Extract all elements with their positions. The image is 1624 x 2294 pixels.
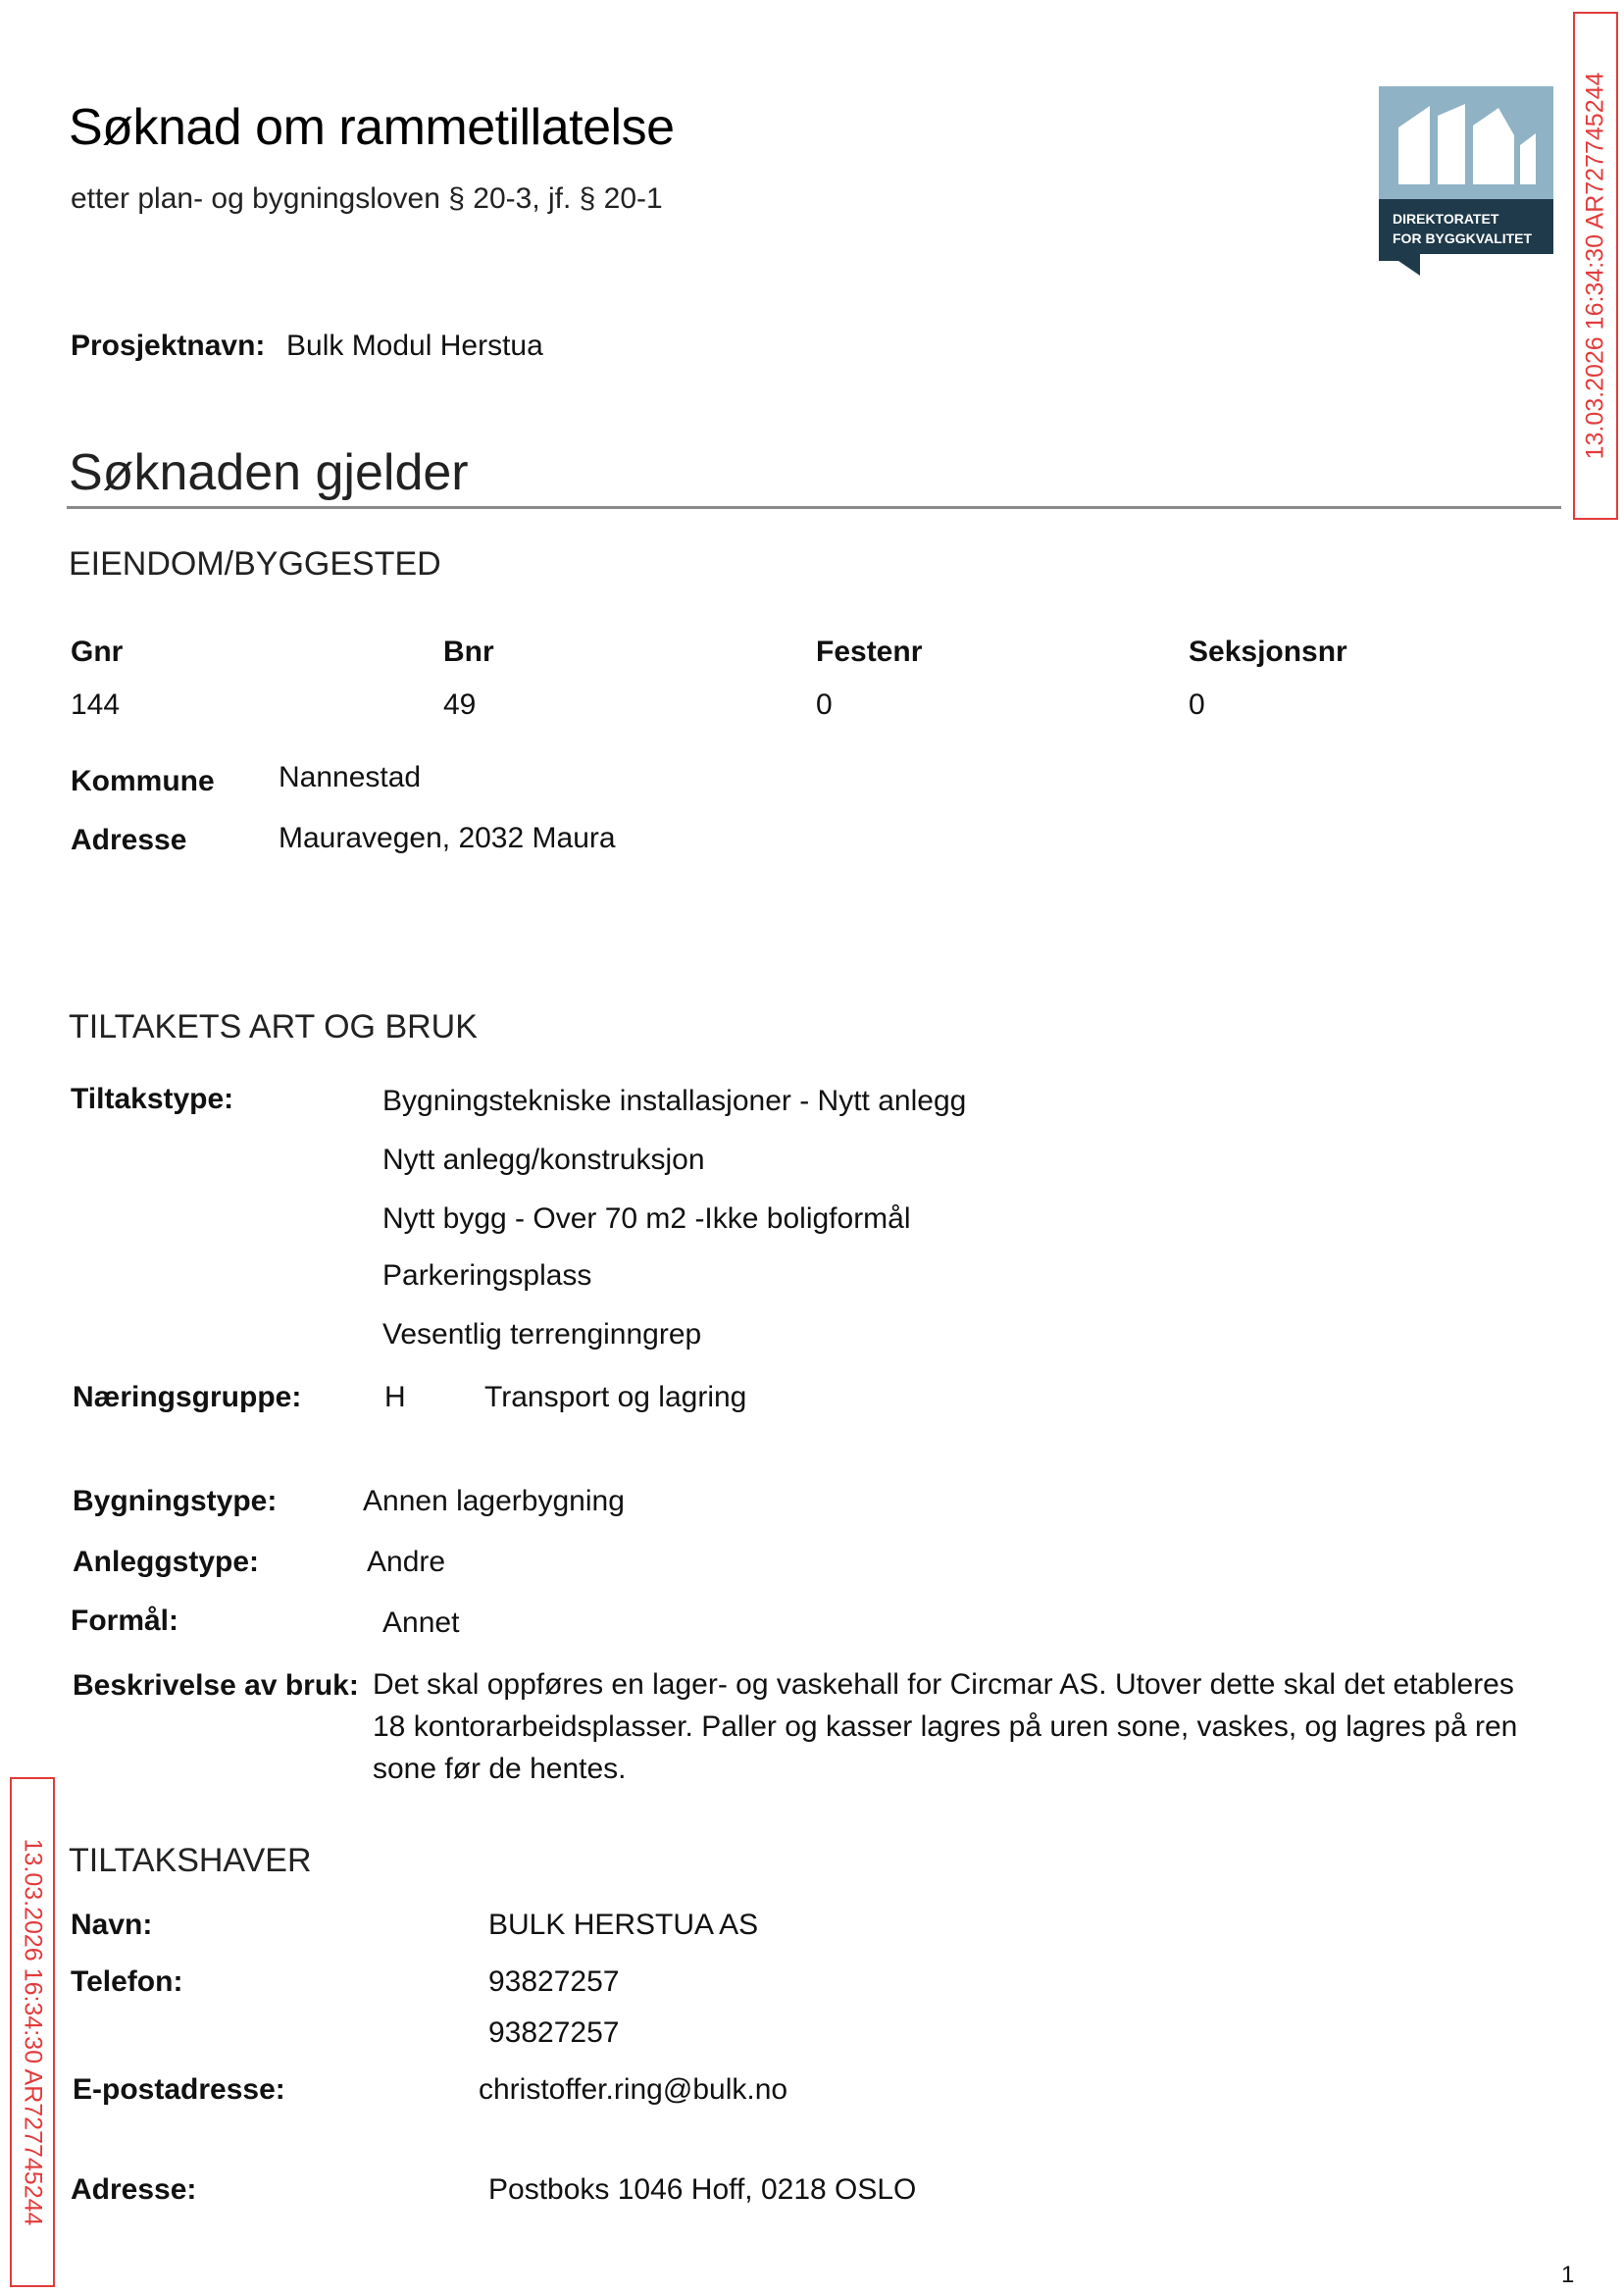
adresse-value: Mauravegen, 2032 Maura (279, 822, 616, 854)
telefon-label: Telefon: (71, 1965, 183, 1998)
tiltakstype-item: Nytt anlegg/konstruksjon (382, 1144, 705, 1176)
logo-text-line2: FOR BYGGKVALITET (1393, 230, 1533, 246)
festenr-value: 0 (816, 688, 833, 721)
epost-value: christoffer.ring@bulk.no (479, 2073, 788, 2106)
gnr-value: 144 (71, 688, 121, 721)
kommune-label: Kommune (71, 765, 215, 797)
beskrivelse-value: Det skal oppføres en lager- og vaskehall for Circmar AS. Utover dette skal det etableres 18 kontorarbeidsplasser. Paller og kasser lagres på uren sone, vaskes, og lagres på ren sone før de hentes. (373, 1668, 1518, 1785)
formal-value: Annet (382, 1606, 460, 1639)
kommune-value: Nannestad (279, 761, 422, 793)
dibk-logo (1379, 86, 1553, 276)
project-name-value: Bulk Modul Herstua (286, 330, 543, 362)
tiltakstype-item: Nytt bygg - Over 70 m2 -Ikke boligformål (382, 1202, 911, 1235)
logo-text-line1: DIREKTORATET (1393, 211, 1499, 227)
applicant-section-title: TILTAKSHAVER (69, 1842, 312, 1879)
stamp-text: 13.03.2026 16:34:30 AR727745244 (1581, 72, 1609, 460)
tiltakstype-label: Tiltakstype: (71, 1083, 234, 1115)
applicant-adresse-label: Adresse: (71, 2173, 197, 2206)
seksjonsnr-value: 0 (1189, 688, 1205, 721)
telefon-value: 93827257 (488, 1965, 620, 1998)
gnr-label: Gnr (71, 636, 124, 668)
navn-label: Navn: (71, 1909, 153, 1941)
stamp-text: 13.03.2026 16:34:30 AR727745244 (19, 1838, 47, 2226)
seksjonsnr-label: Seksjonsnr (1189, 636, 1347, 668)
project-name-label: Prosjektnavn: (71, 330, 266, 362)
bnr-label: Bnr (443, 636, 494, 668)
bygningstype-value: Annen lagerbygning (363, 1485, 625, 1517)
naeringsgruppe-value: Transport og lagring (484, 1381, 747, 1413)
telefon-value: 93827257 (488, 2016, 620, 2049)
festenr-label: Festenr (816, 636, 923, 668)
anleggstype-value: Andre (367, 1546, 446, 1578)
page-number: 1 (1561, 2262, 1575, 2288)
tiltakstype-item: Bygningstekniske installasjoner - Nytt anlegg (382, 1085, 967, 1117)
bnr-value: 49 (443, 688, 477, 721)
measure-section-title: TILTAKETS ART OG BRUK (69, 1008, 478, 1045)
bygningstype-label: Bygningstype: (73, 1485, 278, 1517)
navn-value: BULK HERSTUA AS (488, 1909, 759, 1941)
applicant-adresse-value: Postboks 1046 Hoff, 0218 OSLO (488, 2173, 917, 2206)
beskrivelse-label: Beskrivelse av bruk: (73, 1669, 359, 1702)
epost-label: E-postadresse: (73, 2073, 285, 2106)
document-title: Søknad om rammetillatelse (69, 99, 675, 156)
naeringsgruppe-label: Næringsgruppe: (73, 1381, 302, 1413)
application-heading: Søknaden gjelder (69, 444, 469, 501)
tiltakstype-item: Parkeringsplass (382, 1259, 592, 1292)
document-subtitle: etter plan- og bygningsloven § 20-3, jf. § 20-1 (71, 182, 663, 215)
adresse-label: Adresse (71, 824, 187, 856)
heading-divider (67, 506, 1561, 509)
naeringsgruppe-code: H (384, 1381, 406, 1413)
tiltakstype-item: Vesentlig terrenginngrep (382, 1318, 702, 1351)
anleggstype-label: Anleggstype: (73, 1546, 260, 1578)
timestamp-stamp-right (1573, 12, 1618, 520)
formal-label: Formål: (71, 1605, 179, 1637)
timestamp-stamp-left (10, 1777, 55, 2287)
property-section-title: EIENDOM/BYGGESTED (69, 545, 441, 583)
